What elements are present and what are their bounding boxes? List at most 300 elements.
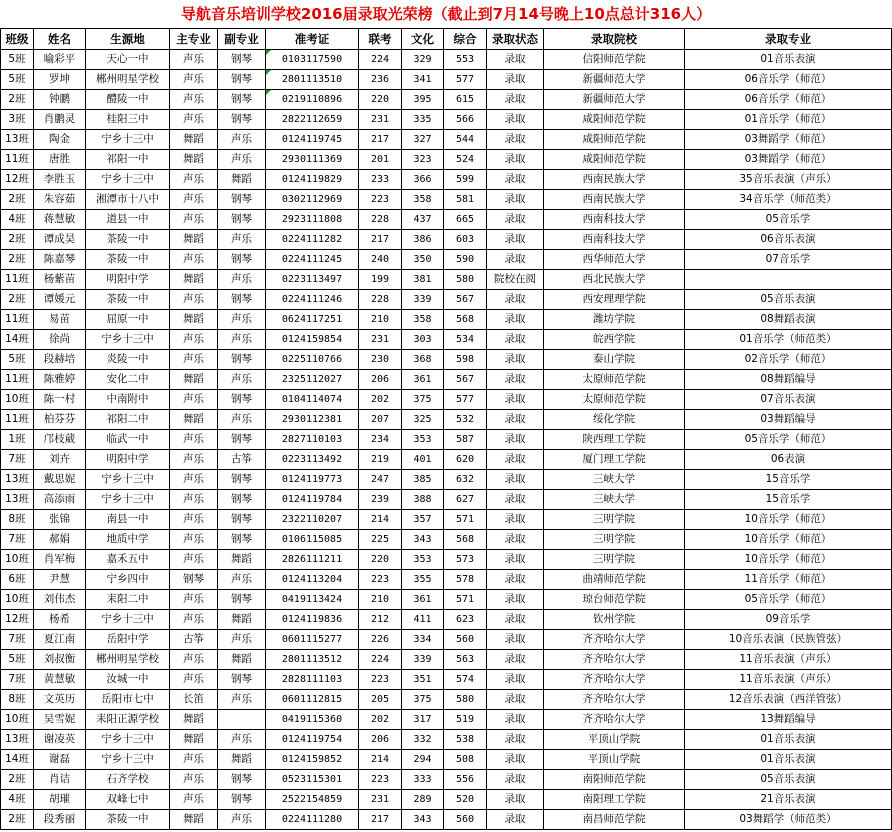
- cell-status: 录取: [487, 110, 544, 130]
- cell-total-score: 578: [444, 570, 487, 590]
- cell-program: 01音乐表演: [685, 750, 892, 770]
- cell-program: 10音乐表演（民族管弦）: [685, 630, 892, 650]
- table-row: [1, 70, 892, 90]
- cell-culture-score: 351: [402, 670, 444, 690]
- cell-name: 李胜玉: [34, 170, 86, 190]
- cell-origin-school: 郴州明星学校: [86, 70, 170, 90]
- cell-exam-id: 0223113492: [266, 450, 359, 470]
- cell-joint-score: 206: [359, 370, 402, 390]
- cell-origin-school: 道县一中: [86, 210, 170, 230]
- cell-origin-school: 中南附中: [86, 390, 170, 410]
- cell-class: 7班: [1, 530, 34, 550]
- cell-class: 2班: [1, 290, 34, 310]
- cell-class: 7班: [1, 450, 34, 470]
- cell-major: 舞蹈: [170, 310, 218, 330]
- table-row: [1, 650, 892, 670]
- cell-culture-score: 411: [402, 610, 444, 630]
- cell-joint-score: 199: [359, 270, 402, 290]
- header-name: 姓名: [34, 29, 86, 50]
- cell-class: 10班: [1, 550, 34, 570]
- cell-culture-score: 368: [402, 350, 444, 370]
- cell-culture-score: 334: [402, 630, 444, 650]
- cell-origin-school: 茶陵一中: [86, 230, 170, 250]
- cell-exam-id: 2930112381: [266, 410, 359, 430]
- cell-minor: 声乐: [218, 370, 266, 390]
- cell-major: 声乐: [170, 490, 218, 510]
- cell-exam-id: 2522154859: [266, 790, 359, 810]
- cell-major: 舞蹈: [170, 410, 218, 430]
- cell-total-score: 534: [444, 330, 487, 350]
- cell-exam-id: 0224111280: [266, 810, 359, 830]
- cell-culture-score: 341: [402, 70, 444, 90]
- cell-culture-score: 353: [402, 430, 444, 450]
- cell-exam-id: 2930111369: [266, 150, 359, 170]
- cell-name: 钟鹏: [34, 90, 86, 110]
- cell-university: 咸阳师范学院: [544, 150, 685, 170]
- table-row: [1, 590, 892, 610]
- cell-exam-id: 0224111245: [266, 250, 359, 270]
- cell-class: 11班: [1, 270, 34, 290]
- cell-name: 谢磊: [34, 750, 86, 770]
- cell-name: 陈雅婷: [34, 370, 86, 390]
- table-row: [1, 450, 892, 470]
- page-title: 导航音乐培训学校2016届录取光荣榜（截止到7月14号晚上10点总计316人）: [180, 5, 712, 23]
- cell-culture-score: 335: [402, 110, 444, 130]
- cell-major: 钢琴: [170, 570, 218, 590]
- cell-class: 7班: [1, 670, 34, 690]
- cell-total-score: 599: [444, 170, 487, 190]
- cell-major: 声乐: [170, 390, 218, 410]
- cell-joint-score: 210: [359, 590, 402, 610]
- cell-name: 陈一村: [34, 390, 86, 410]
- cell-origin-school: 天心一中: [86, 50, 170, 70]
- cell-origin-school: 地质中学: [86, 530, 170, 550]
- cell-class: 13班: [1, 130, 34, 150]
- cell-exam-id: 0104114074: [266, 390, 359, 410]
- cell-class: 13班: [1, 470, 34, 490]
- cell-university: 南昌师范学院: [544, 810, 685, 830]
- cell-name: 戴思妮: [34, 470, 86, 490]
- cell-culture-score: 358: [402, 190, 444, 210]
- cell-class: 5班: [1, 650, 34, 670]
- cell-class: 10班: [1, 710, 34, 730]
- cell-major: 声乐: [170, 90, 218, 110]
- cell-origin-school: 茶陵一中: [86, 250, 170, 270]
- cell-name: 黄慧敏: [34, 670, 86, 690]
- cell-culture-score: 343: [402, 810, 444, 830]
- cell-name: 易苗: [34, 310, 86, 330]
- cell-total-score: 508: [444, 750, 487, 770]
- cell-origin-school: 宁乡十三中: [86, 610, 170, 630]
- cell-exam-id: 0124119745: [266, 130, 359, 150]
- cell-university: 三峡大学: [544, 470, 685, 490]
- cell-total-score: 544: [444, 130, 487, 150]
- cell-name: 唐胜: [34, 150, 86, 170]
- cell-program: 05音乐学（师范）: [685, 590, 892, 610]
- cell-joint-score: 217: [359, 130, 402, 150]
- cell-name: 柏芬芬: [34, 410, 86, 430]
- cell-major: 声乐: [170, 50, 218, 70]
- cell-total-score: 532: [444, 410, 487, 430]
- cell-status: 录取: [487, 690, 544, 710]
- cell-origin-school: 郴州明星学校: [86, 650, 170, 670]
- cell-joint-score: 205: [359, 690, 402, 710]
- cell-status: 录取: [487, 230, 544, 250]
- cell-total-score: 566: [444, 110, 487, 130]
- cell-joint-score: 247: [359, 470, 402, 490]
- cell-class: 5班: [1, 70, 34, 90]
- table-row: [1, 710, 892, 730]
- cell-class: 4班: [1, 210, 34, 230]
- cell-university: 西南科技大学: [544, 230, 685, 250]
- cell-major: 声乐: [170, 550, 218, 570]
- cell-exam-id: 0124119784: [266, 490, 359, 510]
- cell-major: 声乐: [170, 330, 218, 350]
- cell-university: 西南民族大学: [544, 170, 685, 190]
- cell-minor: 钢琴: [218, 510, 266, 530]
- table-row: [1, 190, 892, 210]
- cell-origin-school: 临武一中: [86, 430, 170, 450]
- cell-university: 西南科技大学: [544, 210, 685, 230]
- cell-culture-score: 386: [402, 230, 444, 250]
- cell-culture-score: 303: [402, 330, 444, 350]
- cell-program: 21音乐表演: [685, 790, 892, 810]
- cell-status: 录取: [487, 250, 544, 270]
- cell-program: 10音乐学（师范）: [685, 510, 892, 530]
- cell-minor: 舞蹈: [218, 610, 266, 630]
- cell-origin-school: 宁乡十三中: [86, 170, 170, 190]
- cell-culture-score: 343: [402, 530, 444, 550]
- cell-exam-id: 0624117251: [266, 310, 359, 330]
- cell-joint-score: 224: [359, 50, 402, 70]
- cell-total-score: 627: [444, 490, 487, 510]
- cell-status: 录取: [487, 90, 544, 110]
- cell-joint-score: 201: [359, 150, 402, 170]
- cell-joint-score: 240: [359, 250, 402, 270]
- cell-program: 10音乐学（师范）: [685, 550, 892, 570]
- cell-status: 录取: [487, 290, 544, 310]
- cell-university: 西南民族大学: [544, 190, 685, 210]
- cell-joint-score: 219: [359, 450, 402, 470]
- cell-major: 声乐: [170, 210, 218, 230]
- cell-culture-score: 357: [402, 510, 444, 530]
- cell-joint-score: 223: [359, 190, 402, 210]
- cell-name: 郝娟: [34, 530, 86, 550]
- cell-name: 蒋慧敏: [34, 210, 86, 230]
- cell-origin-school: 嘉禾五中: [86, 550, 170, 570]
- header-class: 班级: [1, 29, 34, 50]
- cell-name: 徐尚: [34, 330, 86, 350]
- cell-class: 11班: [1, 370, 34, 390]
- cell-minor: 声乐: [218, 690, 266, 710]
- cell-major: 舞蹈: [170, 230, 218, 250]
- cell-origin-school: 耒阳二中: [86, 590, 170, 610]
- cell-university: 西华师范大学: [544, 250, 685, 270]
- cell-major: 声乐: [170, 790, 218, 810]
- cell-minor: 钢琴: [218, 390, 266, 410]
- cell-joint-score: 231: [359, 790, 402, 810]
- cell-university: 泰山学院: [544, 350, 685, 370]
- table-row: [1, 290, 892, 310]
- cell-exam-id: 0224111282: [266, 230, 359, 250]
- cell-exam-id: 2801113510: [266, 70, 359, 90]
- cell-name: 夏江南: [34, 630, 86, 650]
- cell-name: 朱容茹: [34, 190, 86, 210]
- cell-program: 11音乐表演（声乐）: [685, 650, 892, 670]
- cell-culture-score: 294: [402, 750, 444, 770]
- cell-exam-id: 2826111211: [266, 550, 359, 570]
- cell-university: 新疆师范大学: [544, 90, 685, 110]
- cell-culture-score: 332: [402, 730, 444, 750]
- cell-minor: 钢琴: [218, 530, 266, 550]
- cell-name: 段赫培: [34, 350, 86, 370]
- cell-exam-id: 2828111103: [266, 670, 359, 690]
- cell-origin-school: 双峰七中: [86, 790, 170, 810]
- cell-program: 05音乐表演: [685, 770, 892, 790]
- cell-status: 录取: [487, 790, 544, 810]
- cell-total-score: 603: [444, 230, 487, 250]
- cell-exam-id: 2325112027: [266, 370, 359, 390]
- cell-origin-school: 岳阳中学: [86, 630, 170, 650]
- cell-culture-score: 329: [402, 50, 444, 70]
- cell-origin-school: 屈原一中: [86, 310, 170, 330]
- cell-major: 声乐: [170, 170, 218, 190]
- cell-status: 录取: [487, 650, 544, 670]
- cell-joint-score: 231: [359, 330, 402, 350]
- cell-program: 11音乐表演（声乐）: [685, 670, 892, 690]
- cell-status: 录取: [487, 670, 544, 690]
- cell-class: 2班: [1, 230, 34, 250]
- cell-origin-school: 桂阳三中: [86, 110, 170, 130]
- cell-university: 皖西学院: [544, 330, 685, 350]
- cell-class: 7班: [1, 630, 34, 650]
- cell-name: 邝枝葳: [34, 430, 86, 450]
- cell-program: 03舞蹈学（师范）: [685, 150, 892, 170]
- cell-major: 声乐: [170, 510, 218, 530]
- cell-minor: [218, 710, 266, 730]
- cell-total-score: 590: [444, 250, 487, 270]
- cell-status: 录取: [487, 210, 544, 230]
- cell-status: 录取: [487, 590, 544, 610]
- cell-exam-id: 0601115277: [266, 630, 359, 650]
- cell-major: 声乐: [170, 590, 218, 610]
- cell-culture-score: 361: [402, 370, 444, 390]
- cell-university: 齐齐哈尔大学: [544, 630, 685, 650]
- table-row: [1, 270, 892, 290]
- cell-status: 录取: [487, 550, 544, 570]
- cell-minor: 声乐: [218, 230, 266, 250]
- cell-university: 齐齐哈尔大学: [544, 710, 685, 730]
- cell-minor: 声乐: [218, 150, 266, 170]
- cell-total-score: 567: [444, 370, 487, 390]
- table-row: [1, 690, 892, 710]
- cell-major: 舞蹈: [170, 270, 218, 290]
- cell-name: 肖诘: [34, 770, 86, 790]
- header-joint-score: 联考: [359, 29, 402, 50]
- cell-total-score: 632: [444, 470, 487, 490]
- cell-status: 录取: [487, 390, 544, 410]
- cell-program: 05音乐学（师范）: [685, 430, 892, 450]
- cell-program: 11音乐学（师范）: [685, 570, 892, 590]
- cell-origin-school: 宁乡十三中: [86, 730, 170, 750]
- cell-joint-score: 214: [359, 750, 402, 770]
- cell-status: 录取: [487, 710, 544, 730]
- cell-status: 录取: [487, 490, 544, 510]
- cell-program: 01音乐学（师范类）: [685, 330, 892, 350]
- table-row: [1, 670, 892, 690]
- cell-joint-score: 207: [359, 410, 402, 430]
- cell-total-score: 577: [444, 390, 487, 410]
- cell-university: 南阳师范学院: [544, 770, 685, 790]
- cell-joint-score: 217: [359, 810, 402, 830]
- cell-minor: 声乐: [218, 330, 266, 350]
- cell-name: 陈嘉琴: [34, 250, 86, 270]
- cell-program: 08舞蹈编导: [685, 370, 892, 390]
- cell-minor: 钢琴: [218, 50, 266, 70]
- table-row: [1, 630, 892, 650]
- cell-university: 新疆师范大学: [544, 70, 685, 90]
- cell-major: 舞蹈: [170, 710, 218, 730]
- cell-university: 三峡大学: [544, 490, 685, 510]
- cell-total-score: 567: [444, 290, 487, 310]
- cell-name: 喻彩平: [34, 50, 86, 70]
- cell-origin-school: 宁乡四中: [86, 570, 170, 590]
- cell-minor: 钢琴: [218, 110, 266, 130]
- cell-joint-score: 223: [359, 670, 402, 690]
- header-major: 主专业: [170, 29, 218, 50]
- table-row: [1, 470, 892, 490]
- cell-name: 谢凌英: [34, 730, 86, 750]
- cell-culture-score: 333: [402, 770, 444, 790]
- cell-class: 5班: [1, 50, 34, 70]
- cell-joint-score: 233: [359, 170, 402, 190]
- cell-program: 06音乐表演: [685, 230, 892, 250]
- cell-origin-school: 石齐学校: [86, 770, 170, 790]
- cell-exam-id: 0601112815: [266, 690, 359, 710]
- table-row: [1, 350, 892, 370]
- cell-class: 4班: [1, 790, 34, 810]
- table-row: [1, 230, 892, 250]
- table-row: [1, 530, 892, 550]
- cell-total-score: 524: [444, 150, 487, 170]
- cell-major: 声乐: [170, 450, 218, 470]
- cell-culture-score: 381: [402, 270, 444, 290]
- cell-total-score: 665: [444, 210, 487, 230]
- cell-status: 录取: [487, 450, 544, 470]
- cell-total-score: 573: [444, 550, 487, 570]
- cell-origin-school: 汝城一中: [86, 670, 170, 690]
- table-row: [1, 410, 892, 430]
- cell-program: 02音乐学（师范）: [685, 350, 892, 370]
- cell-name: 吴雪妮: [34, 710, 86, 730]
- header-total-score: 综合: [444, 29, 487, 50]
- cell-minor: 声乐: [218, 270, 266, 290]
- cell-class: 11班: [1, 150, 34, 170]
- cell-program: 12音乐表演（西洋管弦）: [685, 690, 892, 710]
- cell-total-score: 568: [444, 530, 487, 550]
- cell-culture-score: 353: [402, 550, 444, 570]
- cell-exam-id: 2827110103: [266, 430, 359, 450]
- cell-total-score: 553: [444, 50, 487, 70]
- cell-class: 12班: [1, 610, 34, 630]
- cell-exam-id: 2801113512: [266, 650, 359, 670]
- cell-total-score: 538: [444, 730, 487, 750]
- cell-major: 声乐: [170, 530, 218, 550]
- table-row: [1, 510, 892, 530]
- cell-origin-school: 宁乡十三中: [86, 130, 170, 150]
- cell-exam-id: 0124159852: [266, 750, 359, 770]
- cell-university: 齐齐哈尔大学: [544, 670, 685, 690]
- cell-exam-id: 0124119773: [266, 470, 359, 490]
- cell-minor: 声乐: [218, 130, 266, 150]
- cell-culture-score: 366: [402, 170, 444, 190]
- cell-status: 录取: [487, 370, 544, 390]
- cell-culture-score: 355: [402, 570, 444, 590]
- header-university: 录取院校: [544, 29, 685, 50]
- cell-university: 平顶山学院: [544, 730, 685, 750]
- cell-status: 录取: [487, 630, 544, 650]
- table-row: [1, 210, 892, 230]
- table-row: [1, 330, 892, 350]
- cell-program: 01音乐表演: [685, 50, 892, 70]
- cell-joint-score: 220: [359, 550, 402, 570]
- cell-minor: 声乐: [218, 810, 266, 830]
- cell-name: 谭媛元: [34, 290, 86, 310]
- cell-total-score: 560: [444, 810, 487, 830]
- cell-minor: 舞蹈: [218, 550, 266, 570]
- cell-total-score: 598: [444, 350, 487, 370]
- cell-major: 舞蹈: [170, 130, 218, 150]
- cell-origin-school: 祁阳一中: [86, 150, 170, 170]
- admissions-table: [0, 28, 892, 830]
- table-row: [1, 310, 892, 330]
- cell-culture-score: 327: [402, 130, 444, 150]
- cell-joint-score: 226: [359, 630, 402, 650]
- header-minor: 副专业: [218, 29, 266, 50]
- cell-program: 15音乐学: [685, 470, 892, 490]
- cell-class: 2班: [1, 250, 34, 270]
- cell-major: 声乐: [170, 770, 218, 790]
- cell-program: 03舞蹈学（师范）: [685, 130, 892, 150]
- cell-university: 信阳师范学院: [544, 50, 685, 70]
- cell-joint-score: 234: [359, 430, 402, 450]
- cell-program: 13舞蹈编导: [685, 710, 892, 730]
- table-row: [1, 430, 892, 450]
- cell-program: 06音乐学（师范）: [685, 90, 892, 110]
- cell-exam-id: 0219110896: [266, 90, 359, 110]
- table-row: [1, 370, 892, 390]
- cell-program: 10音乐学（师范）: [685, 530, 892, 550]
- table-row: [1, 810, 892, 830]
- cell-university: 曲靖师范学院: [544, 570, 685, 590]
- cell-class: 6班: [1, 570, 34, 590]
- cell-total-score: 560: [444, 630, 487, 650]
- cell-origin-school: 耒阳正源学校: [86, 710, 170, 730]
- cell-class: 10班: [1, 590, 34, 610]
- cell-status: 录取: [487, 510, 544, 530]
- cell-culture-score: 317: [402, 710, 444, 730]
- cell-total-score: 519: [444, 710, 487, 730]
- cell-joint-score: 202: [359, 390, 402, 410]
- cell-origin-school: 茶陵一中: [86, 810, 170, 830]
- cell-joint-score: 228: [359, 290, 402, 310]
- cell-joint-score: 236: [359, 70, 402, 90]
- cell-exam-id: 0124119836: [266, 610, 359, 630]
- cell-total-score: 571: [444, 590, 487, 610]
- header-status: 录取状态: [487, 29, 544, 50]
- cell-status: 录取: [487, 570, 544, 590]
- cell-university: 潍坊学院: [544, 310, 685, 330]
